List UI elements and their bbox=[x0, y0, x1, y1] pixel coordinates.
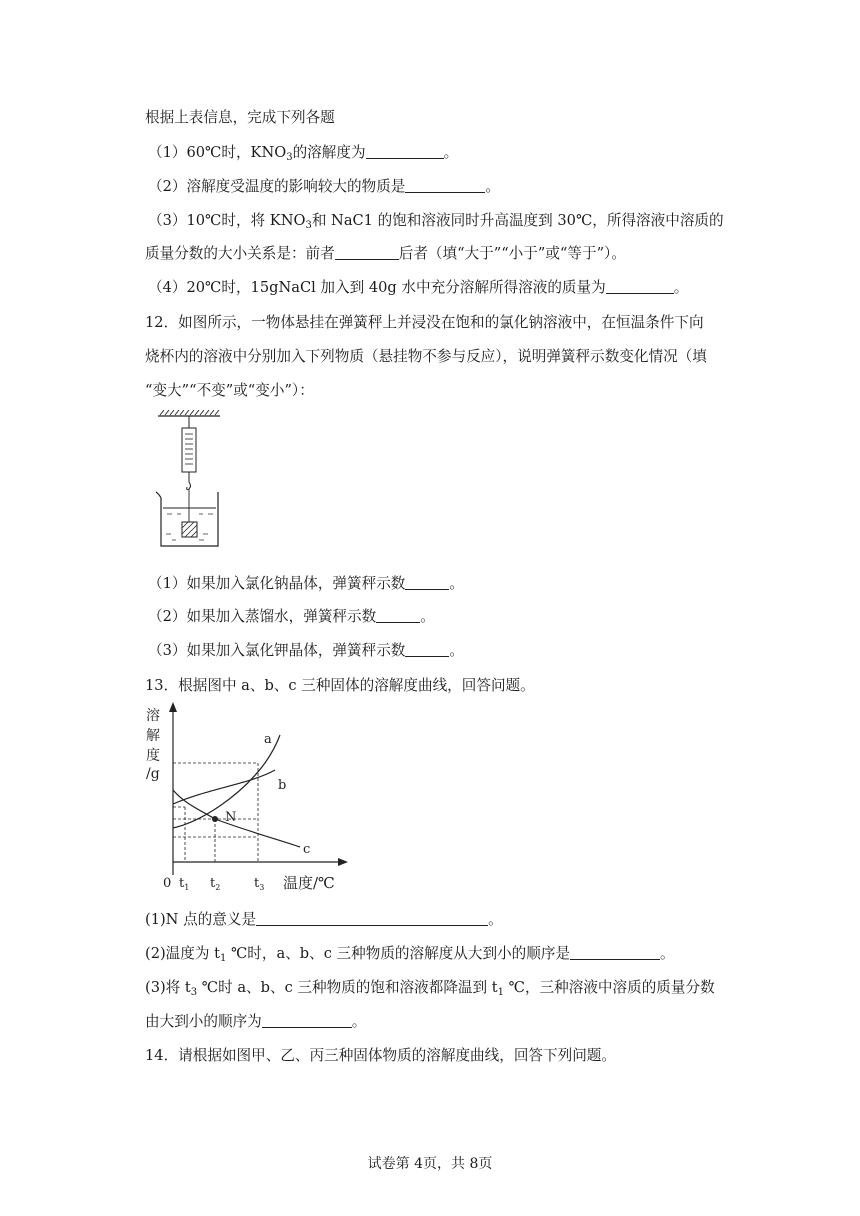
y-axis-label-3: 度 bbox=[146, 748, 160, 764]
q12-stem-line2: 烧杯内的溶液中分别加入下列物质（悬挂物不参与反应），说明弹簧秤示数变化情况（填 bbox=[145, 348, 707, 365]
q12-stem-line3: “变大”“不变”或“变小”）： bbox=[145, 382, 314, 399]
tick-t3: $t_3$ bbox=[254, 876, 265, 892]
q12-stem-line1: 12．如图所示，一物体悬挂在弹簧秤上并浸没在饱和的氯化钠溶液中，在恒温条件下向 bbox=[145, 314, 704, 331]
answer-blank[interactable] bbox=[405, 178, 485, 193]
answer-blank[interactable] bbox=[405, 642, 449, 657]
q12-sub1: （1）如果加入氯化钠晶体，弹簧秤示数 。 bbox=[148, 575, 464, 592]
answer-blank[interactable] bbox=[606, 279, 674, 294]
q13-sub3-line2: 由大到小的顺序为 。 bbox=[145, 1013, 367, 1030]
q13-sub1: (1)N 点的意义是 。 bbox=[145, 911, 503, 928]
y-axis-label-4: /g bbox=[146, 766, 160, 782]
curve-label-c: c bbox=[303, 842, 311, 857]
q11-part4: （4）20℃时，15gNaCl 加入到 40g 水中充分溶解所得溶液的质量为 。 bbox=[148, 279, 689, 296]
intro-text: 根据上表信息，完成下列各题 bbox=[145, 109, 335, 126]
curve-label-b: b bbox=[278, 778, 287, 793]
q13-sub3-line1: (3)将 $t_3$ ℃时 a、b、c 三种物质的饱和溶液都降温到 $t_1$ ℃，三种溶液中溶质的质量分数 bbox=[145, 979, 715, 998]
q13-stem: 13．根据图中 a、b、c 三种固体的溶解度曲线，回答问题。 bbox=[145, 677, 535, 694]
tick-t1: $t_1$ bbox=[179, 876, 190, 892]
x-axis-label: 温度/℃ bbox=[283, 874, 335, 892]
q13-sub2: (2)温度为 $t_1$ ℃时，a、b、c 三种物质的溶解度从大到小的顺序是 。 bbox=[145, 945, 675, 964]
answer-blank[interactable] bbox=[376, 608, 420, 623]
answer-blank[interactable] bbox=[405, 575, 449, 590]
answer-blank[interactable] bbox=[570, 945, 660, 960]
q11-part3-line1: （3）10℃时，将 $KNO_3$和 NaC1 的饱和溶液同时升高温度到 30℃，所得溶液中溶质的 bbox=[148, 212, 724, 231]
q11-part2: （2）溶解度受温度的影响较大的物质是 。 bbox=[148, 178, 500, 195]
page-footer: 试卷第 4页，共 8页 bbox=[367, 1156, 493, 1172]
answer-blank[interactable] bbox=[256, 911, 488, 926]
answer-blank[interactable] bbox=[262, 1013, 352, 1028]
y-axis-label-2: 解 bbox=[146, 728, 160, 744]
y-axis-label-1: 溶 bbox=[146, 708, 160, 724]
tick-t2: $t_2$ bbox=[210, 876, 221, 892]
q12-sub2: （2）如果加入蒸馏水，弹簧秤示数 。 bbox=[148, 608, 435, 625]
curve-label-a: a bbox=[264, 732, 272, 747]
answer-blank[interactable] bbox=[335, 245, 399, 260]
point-label-n: N bbox=[225, 810, 237, 825]
q12-sub3: （3）如果加入氯化钾晶体，弹簧秤示数 。 bbox=[148, 642, 464, 659]
q14-stem: 14．请根据如图甲、乙、丙三种固体物质的溶解度曲线，回答下列问题。 bbox=[145, 1047, 616, 1064]
solubility-curve-graph bbox=[140, 700, 360, 895]
origin-label: 0 bbox=[163, 876, 172, 891]
answer-blank[interactable] bbox=[366, 144, 444, 159]
spring-scale-beaker-figure bbox=[155, 410, 225, 552]
q11-part3-line2: 质量分数的大小关系是：前者 后者（填“大于”“小于”或“等于”）。 bbox=[145, 245, 626, 262]
q11-part1: （1）60℃时，$KNO_3$的溶解度为 。 bbox=[148, 144, 459, 163]
